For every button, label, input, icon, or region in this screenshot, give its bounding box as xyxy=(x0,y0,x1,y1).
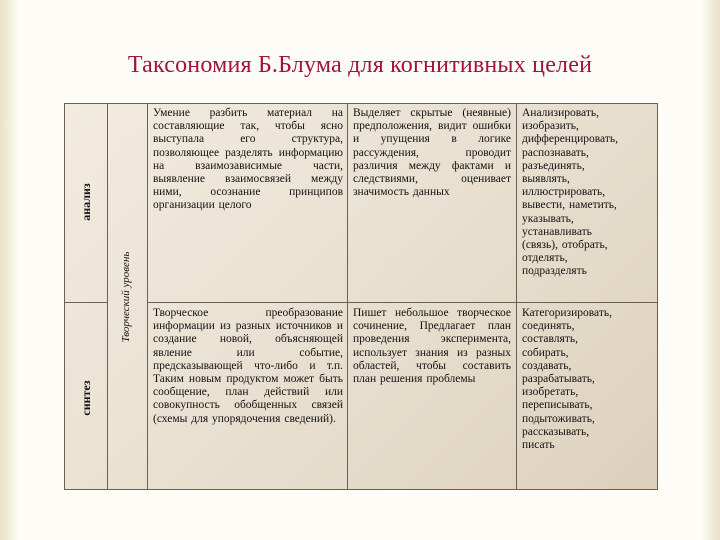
col-divider-4 xyxy=(516,104,517,489)
row-label-analysis: анализ xyxy=(79,183,93,221)
row-label-synthesis: синтез xyxy=(79,380,93,416)
analysis-verbs: Анализировать, изобразить, дифференцировать, распознавать, разъединять, выявлять, иллюстрировать, вывести, наметить, указывать, устанавливать (связь), отобрать, отделять, подразделять xyxy=(522,107,618,278)
synthesis-description: Творческое преобразование информации из разных источников и создание новой, объясняющей явление или событие, предсказывающей что-либо и т.п. Таким новым продуктом может быть сообщение, план действий или совокупность обобщенных связей (схемы для упорядочения сведений). xyxy=(153,307,343,425)
slide-title: Таксономия Б.Блума для когнитивных целей xyxy=(127,52,593,78)
row-divider-category xyxy=(65,302,107,303)
synthesis-outcomes: Пишет небольшое творческое сочинение, Предлагает план проведения эксперимента, использует знания из разных областей, чтобы составить план решения проблемы xyxy=(353,307,511,386)
col-divider-3 xyxy=(347,104,348,489)
row-divider-content xyxy=(147,302,657,303)
analysis-description: Умение разбить материал на составляющие так, чтобы ясно выступала его структура, позволяющее разделять информацию на взаимозависимые части, выявление взаимосвязей между ними, осознание принципов организации целого xyxy=(153,107,343,212)
left-decor-stripe xyxy=(0,0,18,540)
right-decor-stripe xyxy=(702,0,720,540)
synthesis-verbs: Категоризировать, соединять, составлять, собирать, создавать, разрабатывать, изобретать, переписывать, подытоживать, рассказывать, писать xyxy=(522,307,612,452)
col-divider-1 xyxy=(107,104,108,489)
level-label: Творческий уровень xyxy=(120,251,132,343)
analysis-outcomes: Выделяет скрытые (неявные) предположения, видит ошибки и упущения в логике рассуждения, проводит различия между фактами и следствиями, оценивает значимость данных xyxy=(353,107,511,199)
col-divider-2 xyxy=(147,104,148,489)
taxonomy-table xyxy=(64,103,658,490)
